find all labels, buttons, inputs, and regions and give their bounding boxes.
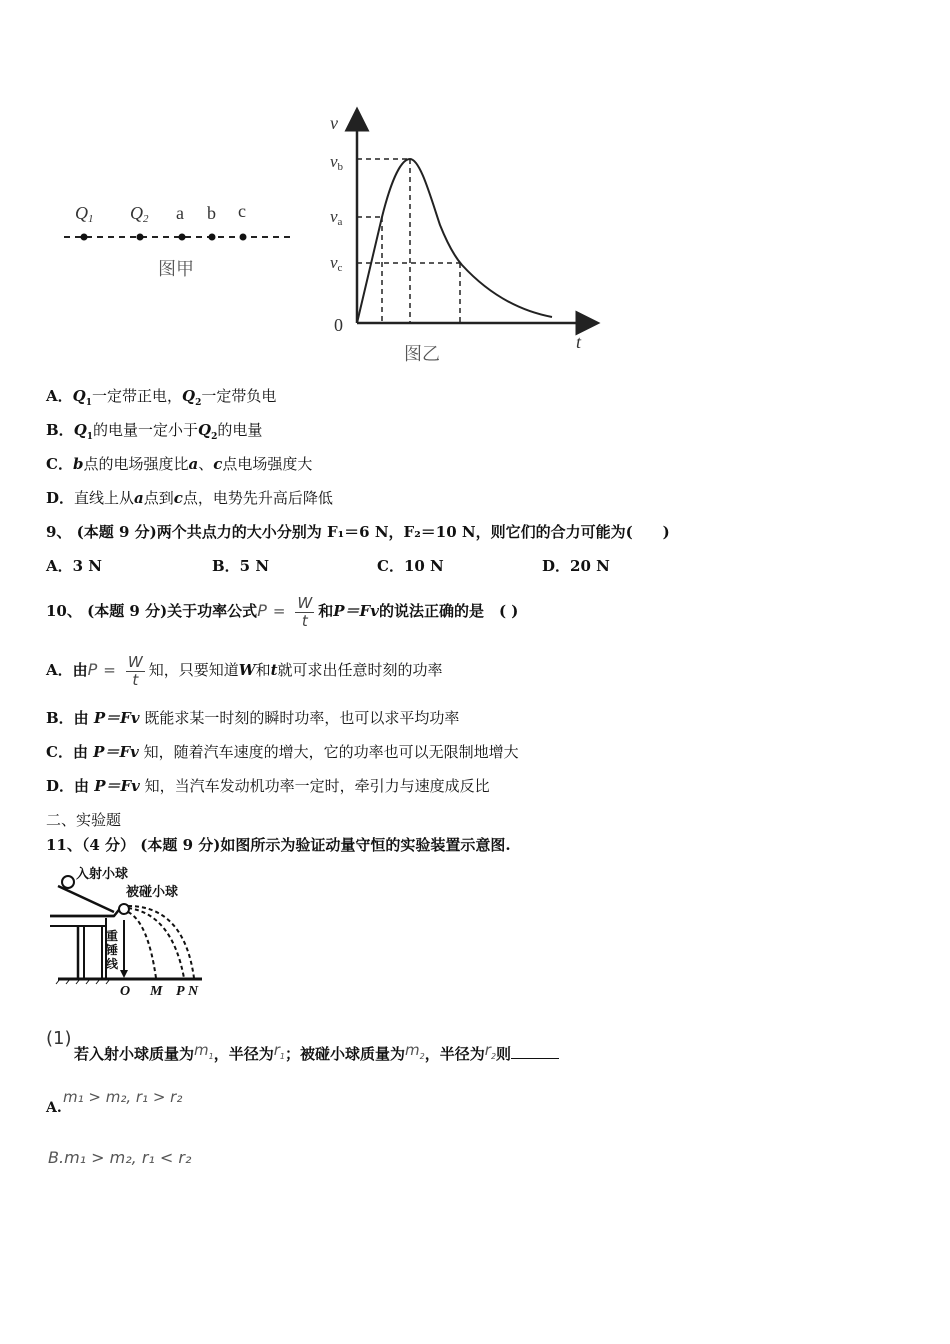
incident-ball: [62, 876, 74, 888]
point-q1: [81, 234, 88, 241]
q9-stem: 9、 (本题 9 分)两个共点力的大小分别为 F₁＝6 N，F₂＝10 N，则它们的合力可能为( ): [46, 523, 670, 541]
q11-option-b-math: B.m₁ > m₂, r₁ < r₂: [48, 1148, 192, 1167]
q10-stem: 10、 (本题 9 分)关于功率公式P = $\frac{W}{t}$ 和P＝Fv的说法正确的是 ( ): [46, 593, 519, 630]
q8-option-a: A．$Q_1$一定带正电，$Q_2$一定带负电: [46, 387, 277, 408]
q11-stem: 11、（4 分） (本题 9 分)如图所示为验证动量守恒的实验装置示意图.: [46, 836, 511, 854]
label-p: P: [176, 984, 185, 999]
dashed-guides: [357, 159, 460, 323]
q9-option-b: B．5 N: [212, 557, 270, 575]
q10-option-c: C．由 P＝Fv 知，随着汽车速度的增大，它的功率也可以无限制地增大: [46, 743, 519, 761]
caption-yi: 图乙: [404, 344, 440, 364]
q8-option-b: B．$Q_1$的电量一定小于$Q_2$的电量: [46, 421, 263, 442]
q10-option-d: D．由 P＝Fv 知，当汽车发动机功率一定时，牵引力与速度成反比: [46, 777, 490, 795]
q10-option-b: B．由 P＝Fv 既能求某一时刻的瞬时功率，也可以求平均功率: [46, 709, 460, 727]
vc-label: vc: [330, 253, 343, 274]
q10-option-a: A．由P = $\frac{W}{t}$ 知，只要知道W和t就可求出任意时刻的功率: [46, 652, 443, 689]
ramp: [50, 886, 122, 916]
label-m: M: [150, 984, 163, 999]
point-c: [240, 234, 247, 241]
target-ball-label: 被碰小球: [126, 885, 179, 900]
q11-sub1-text: 若入射小球质量为$m_1$，半径为$r_1$；被碰小球质量为$m_2$，半径为$r_2$则: [74, 1040, 559, 1067]
origin-label: 0: [334, 315, 343, 335]
label-n: N: [188, 984, 199, 999]
label-c: c: [238, 201, 246, 221]
q8-option-d: D．直线上从a点到c点，电势先升高后降低: [46, 489, 333, 507]
q9-option-d: D．20 N: [542, 557, 610, 575]
trajectory-m: [128, 912, 156, 978]
q9-option-a: A．3 N: [46, 557, 103, 575]
point-q2: [137, 234, 144, 241]
label-o: O: [120, 984, 131, 999]
label-a: a: [176, 203, 184, 223]
q9-option-c: C．10 N: [377, 557, 444, 575]
label-b: b: [207, 203, 216, 223]
figure-yi: [320, 105, 610, 370]
axis-v-label: v: [330, 113, 338, 133]
point-b: [209, 234, 216, 241]
q11-sub1-number: (1): [46, 1028, 72, 1049]
q11-option-a-math: m₁ > m₂, r₁ > r₂: [63, 1088, 183, 1106]
caption-jia: 图甲: [158, 259, 194, 279]
va-label: va: [330, 207, 343, 228]
target-ball: [119, 904, 129, 914]
velocity-curve: [357, 159, 552, 323]
point-a: [179, 234, 186, 241]
q8-option-c: C．b点的电场强度比a、c点电场强度大: [46, 455, 313, 473]
svg-text:线: 线: [106, 957, 119, 971]
svg-text:重: 重: [106, 929, 119, 943]
section-2-heading: 二、实验题: [46, 811, 122, 829]
vb-label: vb: [330, 152, 344, 173]
svg-text:锤: 锤: [106, 943, 119, 957]
trajectory-n: [128, 906, 194, 978]
label-q2: Q2: [130, 203, 149, 225]
figure-jia: [60, 195, 300, 285]
incident-ball-label: 入射小球: [76, 867, 129, 882]
q11-option-a-letter: A.: [46, 1100, 62, 1116]
label-q1: Q1: [75, 203, 94, 225]
axis-t-label: t: [576, 332, 582, 352]
answer-blank[interactable]: [511, 1044, 559, 1059]
q11-apparatus-figure: [44, 862, 214, 1000]
